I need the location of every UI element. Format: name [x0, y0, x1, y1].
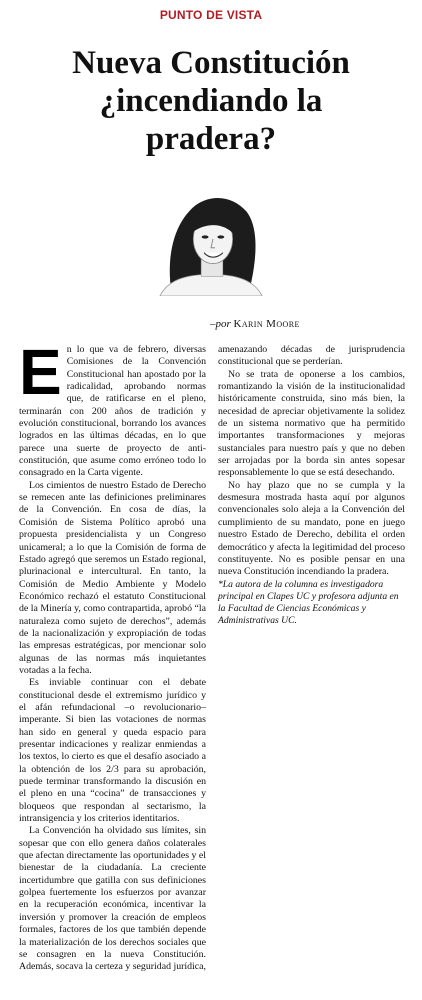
section-label: PUNTO DE VISTA — [159, 8, 263, 22]
article-paragraph-3: Es inviable continuar con el debate constitucional desde el extremismo jurídico y el afán refundacional –o revolucionario– imperante. Si bien las votaciones de normas han sido en general y queda espacio para presentar indicaciones y realizar enmiendas a los textos, lo cierto es que el desafío asociado a la obtención de los 2/3 para su aprobación, puede terminar transformando la discusión en el pleno en una “cocina” de transacciones y bloqueos que respondan al sectarismo, la intransigencia y los criterios identitarios. — [19, 677, 206, 825]
article-paragraph-6: No hay plazo que no se cumpla y la desmesura mostrada hasta aquí por algunos convencionales solo aleja a la Convención del cumplimiento de su mandato, pone en juego nuestro Estado de Derecho, debilita el orden democrático y afecta la legitimidad del proceso constituyente. No es posible pensar en una nueva Constitución incendiando la pradera. — [218, 479, 405, 578]
portrait-eye-left — [202, 235, 209, 238]
byline — [210, 318, 300, 330]
byline-author: Karin Moore — [233, 318, 300, 330]
byline-prefix: –por — [210, 318, 231, 330]
drop-cap: E — [19, 336, 62, 408]
article-paragraph-2: Los cimientos de nuestro Estado de Derecho se remecen ante las definiciones preliminares de la Convención. En cosa de días, la Comisión de Sistema Político aprobó una propuesta presidencialista y un Congreso unicameral; a lo que la Comisión de forma de Estado agregó que seremos un Estado regional, plurinacional e intercultural. En tanto, la Comisión de Medio Ambiente y Modelo Económico rechazó el estatuto Constitucional de la Minería y, como contrapartida, aprobó “la naturaleza como sujeto de derechos”, además de la nacionalización y expropiación de todas las empresas estratégicas, por mencionar solo algunas de las normas más inquietantes votadas a la fecha. — [19, 479, 206, 676]
headline — [10, 44, 412, 158]
portrait-eye-right — [217, 235, 224, 238]
article-body — [19, 336, 405, 984]
article-paragraph-1: En lo que va de febrero, diversas Comisiones de la Convención Constitucional han apostado por la radicalidad, aprobando normas que, de ratificarse en el pleno, terminarán con 200 años de tradición y evolución constitucional, borrando los avances logrados en las últimas décadas, en lo que parece una suerte de proyecto de anti-constitución, que asume como erróneo todo lo consagrado en la Carta vigente. — [19, 336, 206, 479]
headline-line-2: ¿incendiando la — [99, 83, 323, 119]
author-portrait — [152, 178, 270, 296]
article-paragraph-5: No se trata de oponerse a los cambios, romantizando la visión de la institucionalidad históricamente construida, sino más bien, la necesidad de apreciar objetivamente la solidez de un sistema normativo que ha permitido importantes transformaciones y mejoras sustanciales para nuestro país y que no deben ser arrojadas por la borda sin antes sopesar responsablemente lo que se está desechando. — [218, 368, 405, 479]
article-paragraph-4: La Convención ha olvidado sus límites, sin sopesar que con ello genera daños colaterales que afectan directamente las oportunidades y el bienestar de la ciudadanía. La creciente incertidumbre que gatilla con sus definiciones golpea fuertemente los esfuerzos por avanzar en la recuperación económica, incentivar la inversión y promover la creación de empleos formales, factores de los que también depende la materialización de los derechos sociales que se consagren en la nueva Constitución. Además, socava la certeza y seguridad jurídica, amenazando décadas de jurisprudencia constitucional que se perderían. — [19, 344, 405, 973]
headline-line-3: pradera? — [145, 121, 277, 157]
author-note: *La autora de la columna es investigadora principal en Clapes UC y profesora adjunta en la Facultad de Ciencias Económicas y Administrativas UC. — [218, 578, 399, 627]
headline-line-1: Nueva Constitución — [72, 45, 350, 81]
